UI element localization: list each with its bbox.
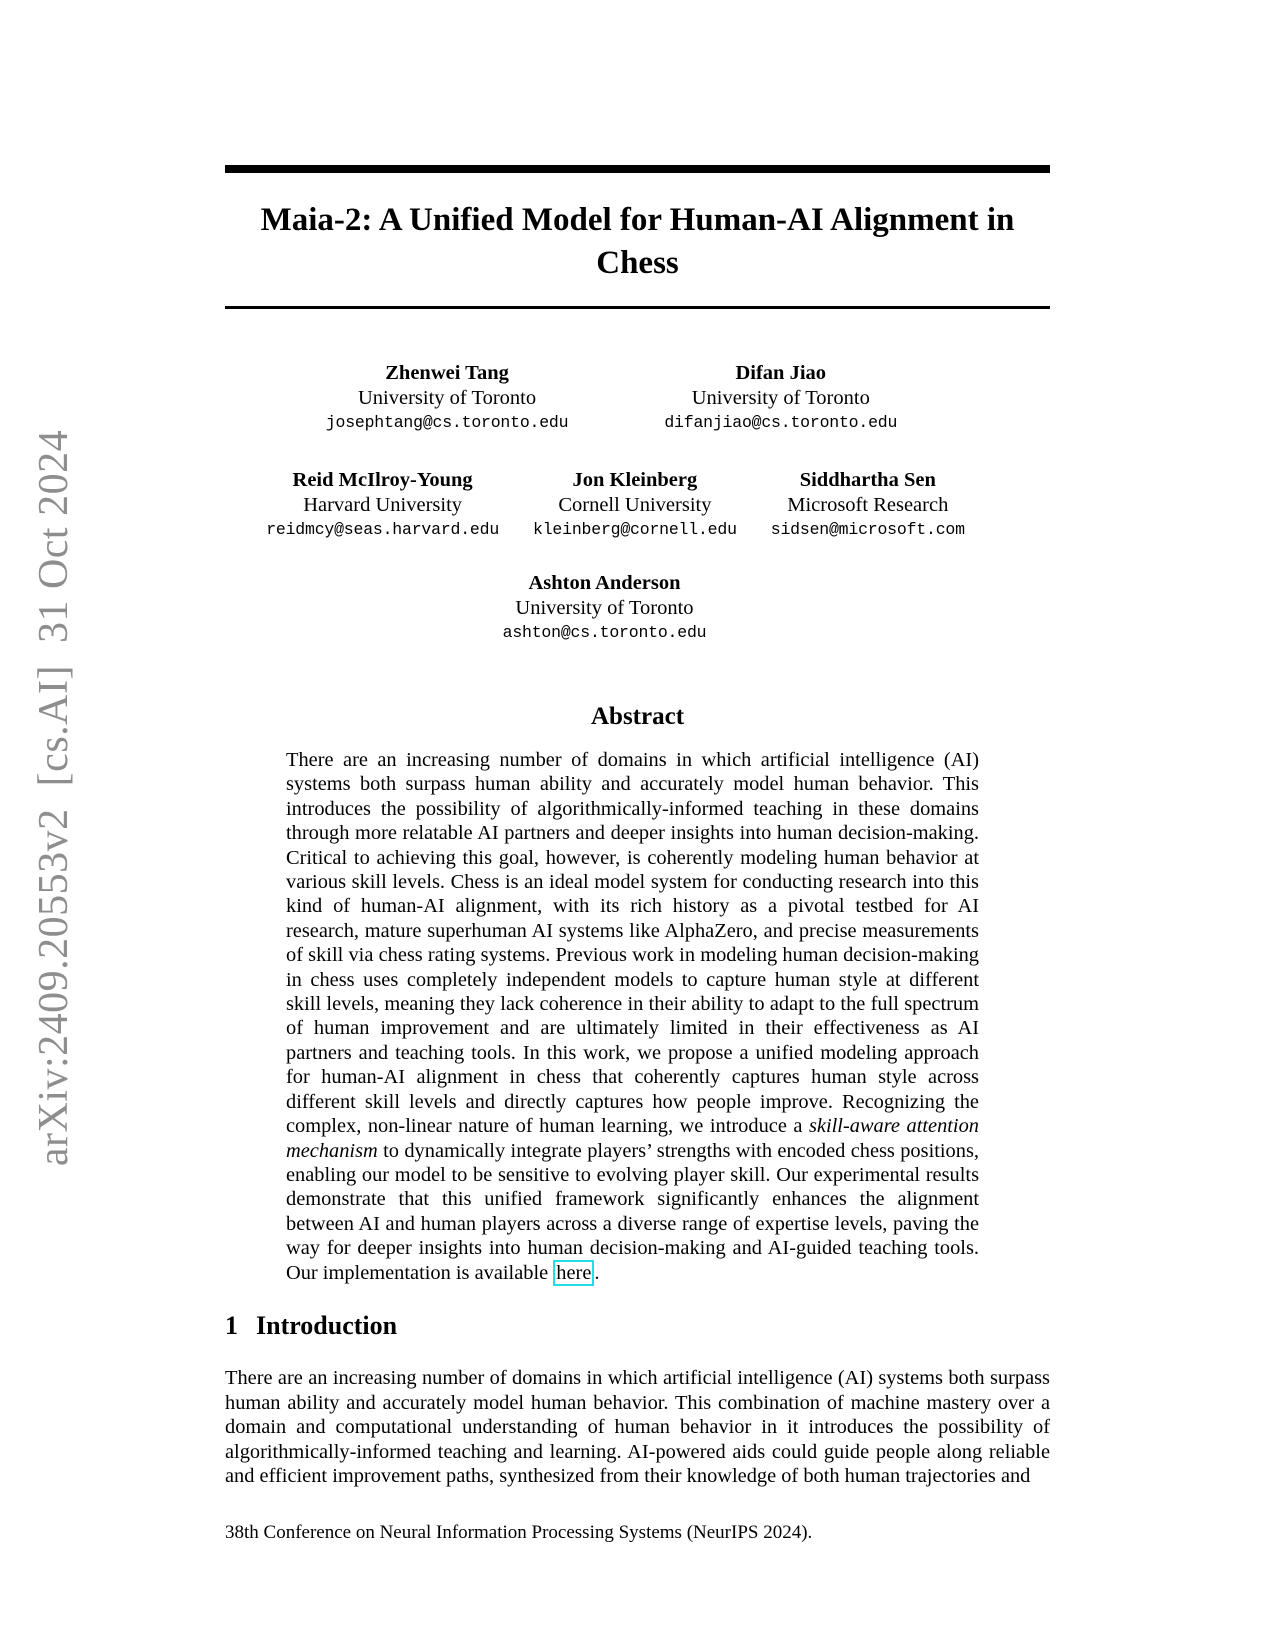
author-card — [771, 468, 965, 542]
abstract-text — [286, 748, 979, 1285]
author-card — [533, 468, 737, 542]
abstract-heading: Abstract — [590, 703, 685, 730]
footer-conference-note: 38th Conference on Neural Information Processing Systems (NeurIPS 2024). — [225, 1522, 813, 1543]
authors-row-1 — [199, 361, 1024, 435]
author-email: sidsen@microsoft.com — [770, 520, 965, 539]
author-affiliation: Microsoft Research — [787, 494, 949, 516]
skill-aware-attention-italic: skill-aware attention mechanism — [286, 1115, 979, 1162]
author-card — [326, 361, 569, 435]
authors-row-2 — [203, 468, 1028, 542]
author-name: Siddhartha Sen — [799, 469, 936, 491]
author-name: Jon Kleinberg — [572, 469, 698, 491]
author-card — [664, 361, 897, 435]
abstract-part3: . — [594, 1261, 600, 1284]
author-card — [503, 571, 707, 645]
author-email: ashton@cs.toronto.edu — [502, 623, 707, 642]
title-top-rule — [225, 165, 1050, 173]
author-email: reidmcy@seas.harvard.edu — [266, 520, 500, 539]
title-line-1: Maia-2: A Unified Model for Human-AI Alignment in — [260, 202, 1015, 238]
author-card — [266, 468, 499, 542]
section-number: 1 — [225, 1311, 238, 1340]
author-email: josephtang@cs.toronto.edu — [325, 413, 569, 432]
abstract-part2: to dynamically integrate players’ strengths with encoded chess positions, enabling our model to be sensitive to evolving player skill. Our experimental results demonstrate that this unified framework significantly enhances the alignment between AI and human players across a diverse range of expertise levels, paving the way for deeper insights into human decision-making and AI-guided teaching tools. Our implementation is available — [286, 1139, 979, 1284]
title-line-2: Chess — [596, 245, 679, 281]
author-email: difanjiao@cs.toronto.edu — [664, 413, 898, 432]
implementation-here-link[interactable]: here — [553, 1260, 594, 1286]
author-affiliation: University of Toronto — [691, 387, 870, 409]
author-affiliation: Cornell University — [558, 494, 712, 516]
author-email: kleinberg@cornell.edu — [533, 520, 737, 539]
section-title: Introduction — [256, 1311, 398, 1340]
author-affiliation: University of Toronto — [515, 597, 694, 619]
title-bottom-rule — [225, 306, 1050, 309]
author-name: Reid McIlroy-Young — [292, 469, 473, 491]
author-affiliation: University of Toronto — [358, 387, 537, 409]
authors-row-3 — [192, 571, 1017, 645]
arxiv-watermark: arXiv:2409.20553v2 [cs.AI] 31 Oct 2024 — [31, 429, 77, 1167]
section-heading-introduction — [225, 1311, 397, 1341]
author-name: Ashton Anderson — [528, 572, 681, 594]
paper-title — [225, 199, 1050, 285]
abstract-part1: There are an increasing number of domains in which artificial intelligence (AI) systems both surpass human ability and accurately model human behavior. This introduces the possibility of algorithmically-informed teaching in these domains through more relatable AI partners and deeper insights into human decision-making. Critical to achieving this goal, however, is coherently modeling human behavior at various skill levels. Chess is an ideal model system for conducting research into this kind of human-AI alignment, with its rich history as a pivotal testbed for AI research, mature superhuman AI systems like AlphaZero, and precise measurements of skill via chess rating systems. Previous work in modeling human decision-making in chess uses completely independent models to capture human style at different skill levels, meaning they lack coherence in their ability to adapt to the full spectrum of human improvement and are ultimately limited in their effectiveness as AI partners and teaching tools. In this work, we propose a unified modeling approach for human-AI alignment in chess that coherently captures human style across different skill levels and directly captures how people improve. Recognizing the complex, non-linear nature of human learning, we introduce a — [286, 749, 979, 1138]
introduction-paragraph: There are an increasing number of domains in which artificial intelligence (AI) systems both surpass human ability and accurately model human behavior. This combination of machine mastery over a domain and computational understanding of human behavior in it introduces the possibility of algorithmically-informed teaching and learning. AI-powered aids could guide people along reliable and efficient improvement paths, synthesized from their knowledge of both human trajectories and — [225, 1367, 1050, 1488]
author-name: Difan Jiao — [735, 362, 827, 384]
author-affiliation: Harvard University — [303, 494, 463, 516]
author-name: Zhenwei Tang — [385, 362, 509, 384]
